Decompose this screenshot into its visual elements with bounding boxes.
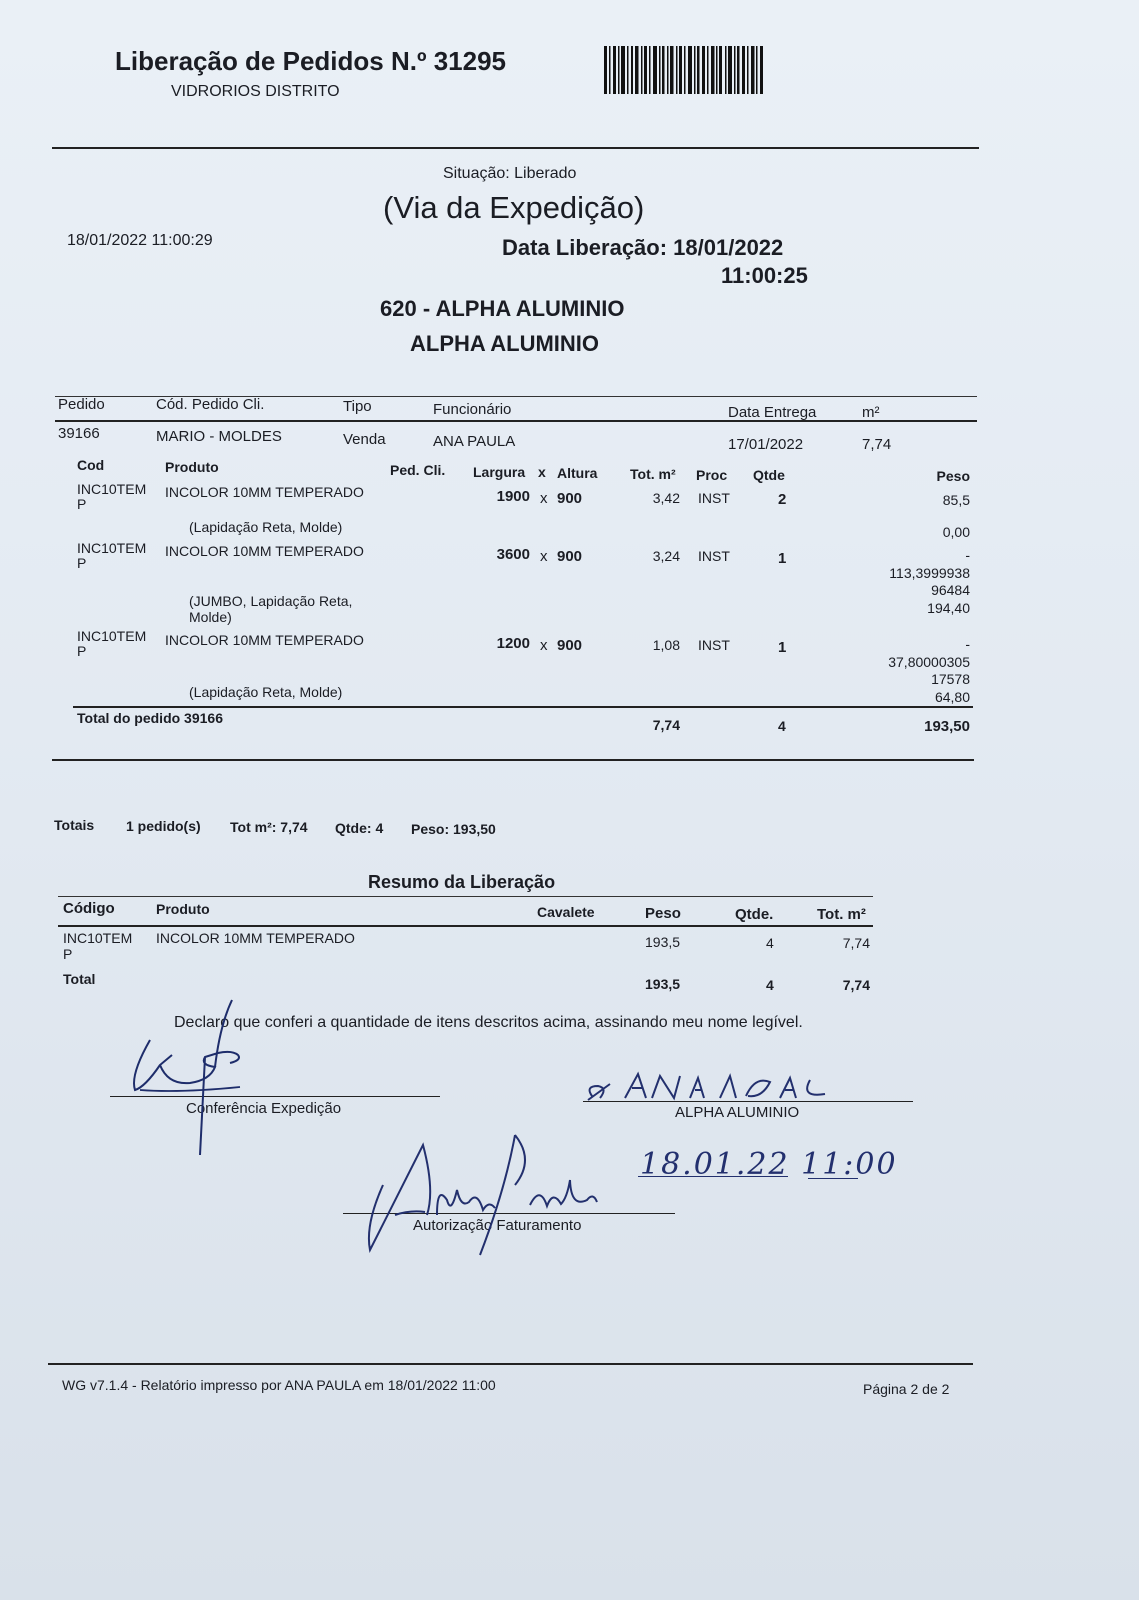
order-cod-pedido-cli: MARIO - MOLDES bbox=[156, 428, 282, 445]
item-peso-line: 96484 bbox=[931, 582, 970, 598]
item-qtde: 2 bbox=[778, 491, 787, 508]
order-total-rule bbox=[73, 706, 973, 708]
item-cod: INC10TEM bbox=[77, 481, 147, 497]
item-peso-line: 64,80 bbox=[934, 689, 970, 705]
resumo-qtde: 4 bbox=[766, 935, 774, 951]
resumo-codigo: INC10TEM bbox=[63, 930, 133, 946]
item-peso-line: 113,3999938 bbox=[889, 565, 970, 581]
resumo-col-produto: Produto bbox=[156, 901, 210, 917]
autorizacao-label: Autorização Faturamento bbox=[413, 1217, 582, 1234]
item-proc: INST bbox=[698, 637, 730, 653]
resumo-tot-m2: 7,74 bbox=[842, 935, 870, 951]
items-col-proc: Proc bbox=[696, 467, 728, 483]
item-x: x bbox=[540, 490, 548, 507]
item-largura: 3600 bbox=[496, 546, 530, 563]
company-name: VIDRORIOS DISTRITO bbox=[171, 83, 340, 100]
resumo-header-rule bbox=[58, 925, 873, 927]
cliente-label: ALPHA ALUMINIO bbox=[675, 1104, 800, 1121]
items-col-ped-cli: Ped. Cli. bbox=[390, 462, 446, 478]
resumo-peso: 193,5 bbox=[645, 934, 681, 950]
items-col-x: x bbox=[538, 464, 546, 480]
item-cod: INC10TEM bbox=[77, 628, 147, 644]
handwritten-date-underline bbox=[638, 1176, 788, 1177]
item-tot-m2: 1,08 bbox=[652, 637, 680, 653]
item-altura: 900 bbox=[557, 490, 583, 507]
order-total-label: Total do pedido 39166 bbox=[77, 710, 223, 726]
item-produto: INCOLOR 10MM TEMPERADO bbox=[165, 484, 364, 500]
resumo-total-peso: 193,5 bbox=[645, 976, 681, 992]
signature-autorizacao-image bbox=[365, 1130, 605, 1260]
data-liberacao-time: 11:00:25 bbox=[721, 263, 808, 288]
order-tipo: Venda bbox=[343, 431, 386, 448]
order-table-header-rule bbox=[55, 420, 977, 422]
header-divider bbox=[52, 147, 979, 149]
items-col-produto: Produto bbox=[165, 459, 219, 475]
section-divider bbox=[52, 759, 974, 761]
item-qtde: 1 bbox=[778, 639, 787, 656]
order-data-entrega: 17/01/2022 bbox=[728, 436, 804, 453]
totals-pedidos: 1 pedido(s) bbox=[126, 818, 201, 834]
item-altura: 900 bbox=[557, 637, 583, 654]
totals-peso: Peso: 193,50 bbox=[411, 821, 496, 837]
col-m2: m² bbox=[862, 404, 880, 421]
resumo-total-tot-m2: 7,74 bbox=[842, 977, 870, 993]
resumo-produto: INCOLOR 10MM TEMPERADO bbox=[156, 930, 355, 946]
item-cod-cont: P bbox=[77, 496, 87, 512]
resumo-top-rule bbox=[58, 896, 873, 897]
item-proc: INST bbox=[698, 490, 730, 506]
item-note: (Lapidação Reta, Molde) bbox=[189, 684, 343, 700]
order-total-qtde: 4 bbox=[778, 718, 786, 734]
item-tot-m2: 3,42 bbox=[652, 490, 680, 506]
item-cod-cont: P bbox=[77, 555, 87, 571]
item-peso-line: 194,40 bbox=[927, 600, 970, 616]
signature-cliente-image bbox=[580, 1068, 860, 1108]
resumo-title: Resumo da Liberação bbox=[368, 872, 556, 892]
item-peso-line: - bbox=[965, 636, 970, 652]
conferencia-label: Conferência Expedição bbox=[186, 1100, 342, 1117]
situacao-status: Situação: Liberado bbox=[443, 165, 577, 182]
item-cod-cont: P bbox=[77, 643, 87, 659]
item-note: Molde) bbox=[189, 609, 232, 625]
item-produto: INCOLOR 10MM TEMPERADO bbox=[165, 632, 364, 648]
item-cod: INC10TEM bbox=[77, 540, 147, 556]
resumo-codigo-cont: P bbox=[63, 946, 73, 962]
order-total-peso: 193,50 bbox=[924, 718, 970, 735]
resumo-col-cavalete: Cavalete bbox=[537, 904, 595, 920]
order-funcionario: ANA PAULA bbox=[433, 433, 516, 450]
item-altura: 900 bbox=[557, 548, 583, 565]
resumo-total-qtde: 4 bbox=[766, 977, 774, 993]
via-label: (Via da Expedição) bbox=[383, 190, 645, 225]
totals-m2: Tot m²: 7,74 bbox=[230, 819, 308, 835]
item-qtde: 1 bbox=[778, 550, 787, 567]
item-largura: 1200 bbox=[496, 635, 530, 652]
order-total-m2: 7,74 bbox=[652, 717, 680, 733]
footer-divider bbox=[48, 1363, 973, 1365]
item-tot-m2: 3,24 bbox=[652, 548, 680, 564]
client-name: ALPHA ALUMINIO bbox=[410, 331, 600, 356]
item-note: (JUMBO, Lapidação Reta, bbox=[189, 593, 353, 609]
col-data-entrega: Data Entrega bbox=[728, 404, 817, 421]
resumo-col-codigo: Código bbox=[63, 900, 115, 917]
totals-label: Totais bbox=[54, 817, 95, 833]
footer-page-number: Página 2 de 2 bbox=[863, 1381, 950, 1397]
client-code-name: 620 - ALPHA ALUMINIO bbox=[380, 296, 625, 321]
data-liberacao: Data Liberação: 18/01/2022 bbox=[502, 235, 784, 260]
col-funcionario: Funcionário bbox=[433, 401, 512, 418]
resumo-total-label: Total bbox=[63, 971, 96, 987]
order-m2: 7,74 bbox=[862, 436, 892, 453]
item-note: (Lapidação Reta, Molde) bbox=[189, 519, 343, 535]
document-title: Liberação de Pedidos N.º 31295 bbox=[115, 46, 506, 76]
item-proc: INST bbox=[698, 548, 730, 564]
item-produto: INCOLOR 10MM TEMPERADO bbox=[165, 543, 364, 559]
item-largura: 1900 bbox=[496, 488, 530, 505]
item-peso-line: 37,80000305 bbox=[888, 654, 970, 670]
handwritten-time-underline bbox=[808, 1178, 858, 1179]
items-col-peso: Peso bbox=[936, 468, 970, 484]
resumo-col-qtde: Qtde. bbox=[735, 906, 774, 923]
item-note-peso: 0,00 bbox=[942, 524, 970, 540]
col-pedido: Pedido bbox=[58, 396, 105, 413]
totals-qtde: Qtde: 4 bbox=[335, 820, 384, 836]
barcode-image bbox=[604, 46, 766, 94]
item-peso-line: 17578 bbox=[931, 671, 970, 687]
item-x: x bbox=[540, 637, 548, 654]
items-col-cod: Cod bbox=[77, 457, 105, 473]
items-col-qtde: Qtde bbox=[753, 467, 785, 483]
item-peso: 85,5 bbox=[942, 492, 970, 508]
declaration-text: Declaro que conferi a quantidade de itens descritos acima, assinando meu nome legível. bbox=[174, 1014, 803, 1031]
items-col-tot-m2: Tot. m² bbox=[630, 466, 676, 482]
signature-conferencia-image bbox=[120, 995, 260, 1160]
col-tipo: Tipo bbox=[343, 398, 372, 415]
order-pedido: 39166 bbox=[58, 425, 100, 442]
item-x: x bbox=[540, 548, 548, 565]
col-cod-pedido-cli: Cód. Pedido Cli. bbox=[156, 396, 265, 413]
items-col-altura: Altura bbox=[557, 465, 598, 481]
resumo-col-tot-m2: Tot. m² bbox=[817, 906, 866, 923]
handwritten-date: 18.01.22 11:00 bbox=[640, 1147, 898, 1182]
item-peso-line: - bbox=[965, 547, 970, 563]
resumo-col-peso: Peso bbox=[645, 905, 681, 922]
footer-report-info: WG v7.1.4 - Relatório impresso por ANA PAULA em 18/01/2022 11:00 bbox=[62, 1377, 496, 1393]
items-col-largura: Largura bbox=[473, 464, 526, 480]
print-timestamp: 18/01/2022 11:00:29 bbox=[67, 232, 213, 249]
